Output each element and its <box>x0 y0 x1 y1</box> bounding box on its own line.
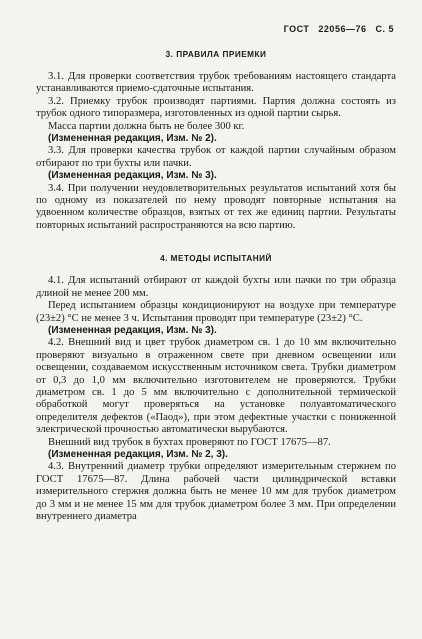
amendment-note: (Измененная редакция, Изм. № 3). <box>48 324 217 336</box>
document-body <box>36 50 396 523</box>
page-header <box>278 24 394 34</box>
paragraph-3-2-mass: Масса партии должна быть не более 300 кг. <box>48 120 245 132</box>
paragraph-3-3: 3.3. Для проверки качества трубок от каждой партии случайным образом отбирают по три бухты или пачки. <box>36 145 396 169</box>
paragraph-3-1: 3.1. Для проверки соответствия трубок требованиям настоящего стандарта устанавливаются приемо-сдаточные испытания. <box>36 71 396 95</box>
paragraph-3-2: 3.2. Приемку трубок производят партиями. Партия должна состоять из трубок одного типоразмера, изготовленных из одной партии сырья. <box>36 95 396 120</box>
amendment-note: (Измененная редакция, Изм. № 2). <box>48 133 217 145</box>
amendment-note: (Измененная редакция, Изм. № 2, 3). <box>48 448 228 460</box>
header-standard: ГОСТ <box>283 24 310 34</box>
paragraph-4-3: 4.3. Внутренний диаметр трубки определяют измерительным стержнем по ГОСТ 17675—87. Длина рабочей части цилиндрической вставки измерительного стержня должна быть не менее 10 мм для трубок диаметром до 3 мм и не менее 15 мм для трубок диаметром более 3 мм. При определении внутреннего диаметра <box>36 461 396 522</box>
paragraph-4-1-conditioning: Перед испытанием образцы кондиционируют на воздухе при температуре (23±2) °С не менее 3 ч. Испытания проводят при температуре (23±2) °С. <box>36 300 396 324</box>
amendment-note: (Измененная редакция, Изм. № 3). <box>48 170 217 182</box>
paragraph-4-1: 4.1. Для испытаний отбирают от каждой бухты или пачки по три образца длиной не менее 200 мм. <box>36 275 396 299</box>
header-page: С. 5 <box>375 24 394 34</box>
paragraph-3-4: 3.4. При получении неудовлетворительных результатов испытаний хотя бы по одному из показателей по нему проводят повторные испытания на удвоенном количестве образцов, взятых от тех же единиц партии. Результаты повторных испытаний распространяются на всю партию. <box>36 182 396 231</box>
section-4-title: 4. МЕТОДЫ ИСПЫТАНИЙ <box>160 254 272 264</box>
header-number: 22056—76 <box>318 24 367 34</box>
section-3-title: 3. ПРАВИЛА ПРИЕМКИ <box>165 50 267 59</box>
paragraph-4-2: 4.2. Внешний вид и цвет трубок диаметром св. 1 до 10 мм включительно проверяют визуально в отраженном свете при дневном освещении или освещении, создаваемом искусственным источником света. Трубки диаметром от 0,3 до 1,0 мм включительно изготовителем не проверяются. Трубки диаметром св. 1 до 5 мм включительно с дополнительной термической обработкой могут проверяться на установке полуавтоматического определителя дефектов («Паод»), при этом дефектные участки с пониженной электрической прочностью автоматически вырубаются. <box>36 337 396 436</box>
paragraph-4-2-coils: Внешний вид трубок в бухтах проверяют по ГОСТ 17675—87. <box>48 436 331 448</box>
